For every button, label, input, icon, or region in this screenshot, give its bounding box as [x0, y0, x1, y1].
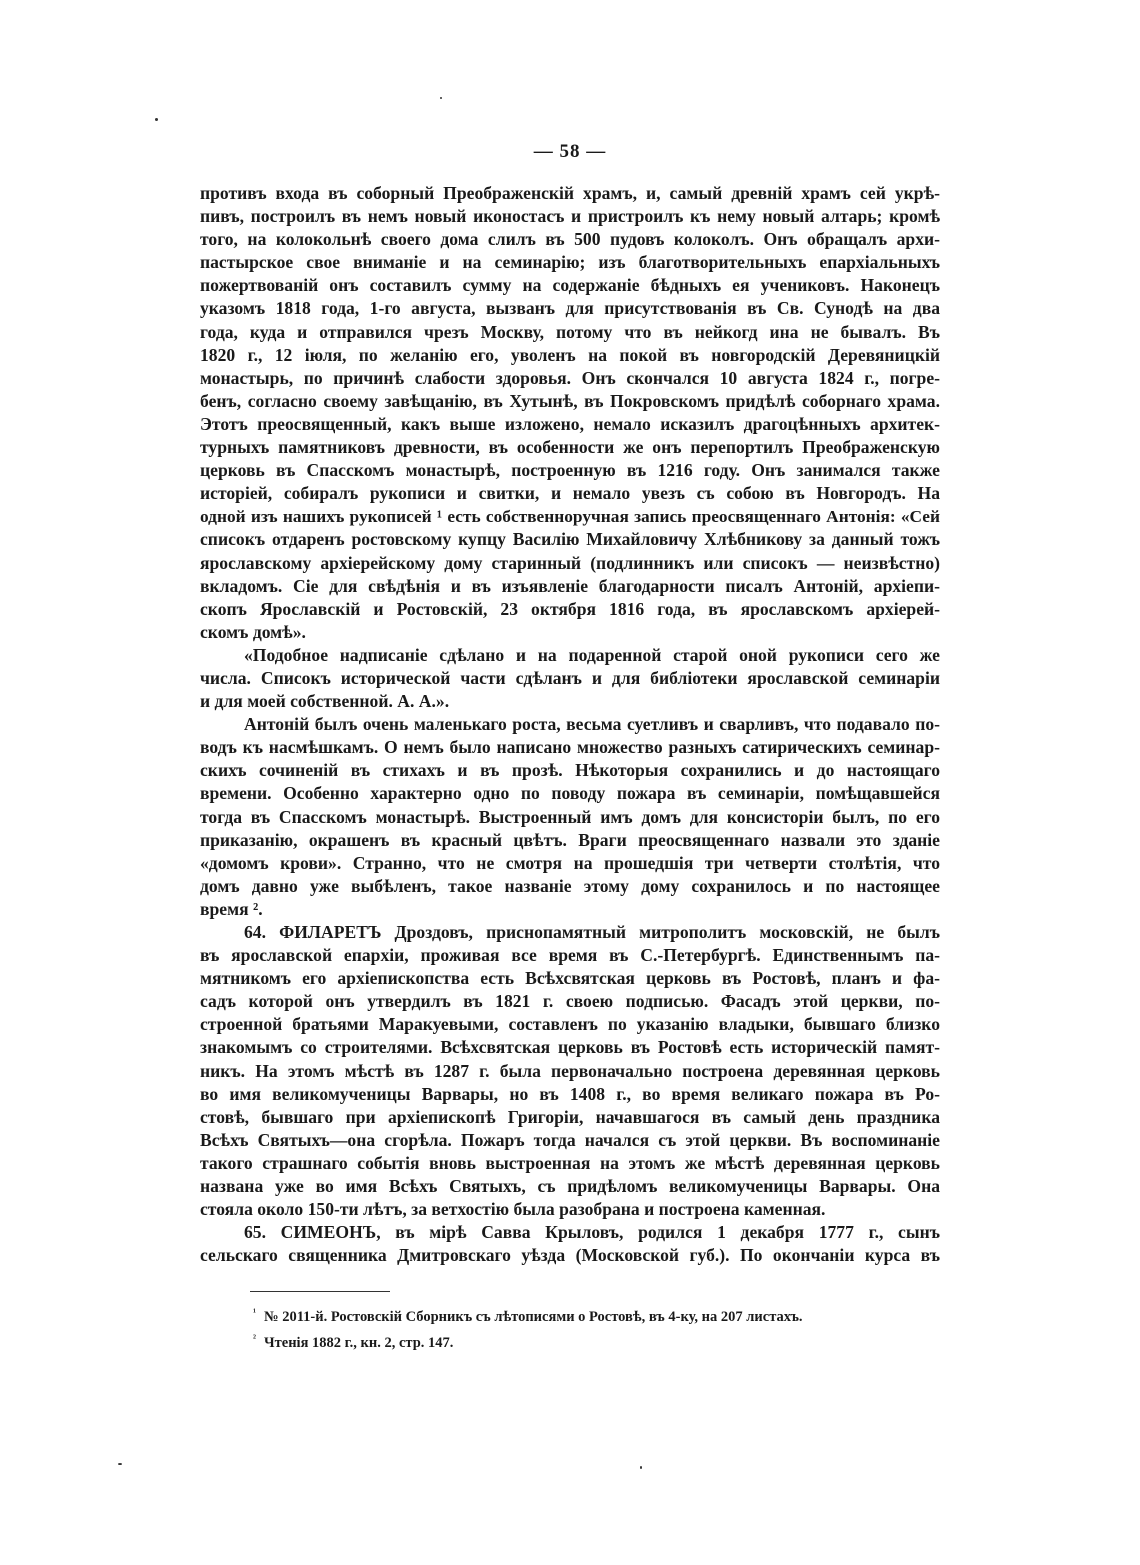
text-line: въ ярославской епархіи, проживая все время въ С.-Петербургѣ. Единственнымъ па- [200, 945, 940, 966]
text-line: турныхъ памятниковъ древности, въ особенности же онъ перепортилъ Преображенскую [200, 437, 940, 458]
text-line: числа. Списокъ исторической части сдѣланъ и для библіотеки ярославской семинаріи [200, 667, 940, 688]
text-line: скопъ Ярославскій и Ростовскій, 23 октября 1816 года, въ ярославскомъ архіерей- [200, 598, 940, 619]
text-line: Всѣхъ Святыхъ—она сгорѣла. Пожаръ тогда начался съ этой церкви. Въ воспоминаніе [200, 1129, 940, 1150]
text-line: пожертвованій онъ составилъ сумму на содержаніе бѣдныхъ ея учениковъ. Наконецъ [200, 275, 940, 296]
text-line: 1820 г., 12 іюля, по желанію его, уволенъ на покой въ новгородскій Деревяницкій [200, 344, 940, 365]
text-line: строенной братьями Маракуевыми, составленъ по указанію владыки, бывшаго близко [200, 1014, 940, 1035]
text-line: пастырское свое вниманіе и на семинарію; изъ благотворительныхъ епархіальныхъ [200, 252, 940, 273]
text-line: «Подобное надписаніе сдѣлано и на подаренной старой оной рукописи сего же [244, 644, 940, 665]
text-line: названа уже во имя Всѣхъ Святыхъ, съ придѣломъ великомученицы Варвары. Она [200, 1176, 940, 1197]
footnote-mark: ² [253, 1332, 256, 1344]
text-line: такого страшнаго событія вновь выстроенная на этомъ же мѣстѣ деревянная церковь [200, 1152, 940, 1173]
text-line: пивъ, построилъ въ немъ новый иконостасъ и пристроилъ къ нему новый алтарь; кромѣ [200, 206, 940, 227]
text-line: церковь въ Спасскомъ монастырѣ, построенную въ 1216 году. Онъ занимался также [200, 460, 940, 481]
text-line: скихъ сочиненій въ стихахъ и въ прозѣ. Нѣкоторыя сохранились и до настоящаго [200, 760, 940, 781]
text-line: противъ входа въ соборный Преображенскій храмъ, и, самый древній храмъ сей укрѣ- [200, 183, 940, 203]
paragraph-4 [200, 921, 940, 1221]
scan-speck [155, 118, 158, 121]
scan-speck [440, 97, 442, 99]
text-line: приказанію, окрашенъ въ красный цвѣтъ. Враги преосвященнаго назвали это зданіе [200, 829, 940, 850]
text-line: Этотъ преосвященный, какъ выше изложено, немало исказилъ драгоцѣнныхъ архитек- [200, 413, 940, 434]
footnotes [253, 1302, 933, 1354]
page-number: — 58 — [533, 141, 607, 162]
text-line: домъ давно уже выбѣленъ, такое названіе этому дому сохранилось и по настоящее [200, 875, 940, 896]
text-line: стояла около 150-ти лѣтъ, за ветхостію была разобрана и построена каменная. [200, 1199, 826, 1220]
text-line: года, куда и отправился чрезъ Москву, потому что въ нейкогд ина не бывалъ. Въ [200, 321, 940, 342]
scan-speck [640, 1466, 642, 1469]
text-line: времени. Особенно характерно одно по поводу пожара въ семинаріи, помѣщавшейся [200, 783, 940, 804]
footnote-text: № 2011-й. Ростовскій Сборникъ съ лѣтописями о Ростовѣ, въ 4-ку, на 207 листахъ. [264, 1308, 803, 1325]
text-line: одной изъ нашихъ рукописей ¹ есть собственноручная запись преосвященнаго Антонія: «Сей [200, 507, 940, 527]
text-line: исторіей, собиралъ рукописи и свитки, и немало увезъ съ собою въ Новгородъ. На [200, 483, 940, 504]
text-line: Антоній былъ очень маленькаго роста, весьма суетливъ и сварливъ, что подавало по- [244, 714, 940, 735]
text-line: стовѣ, бывшаго при архіепископѣ Григоріи, начавшагося въ самый день праздника [200, 1106, 940, 1127]
text-line: 64. ФИЛАРЕТЪ Дроздовъ, приснопамятный митрополитъ московскій, не былъ [244, 922, 940, 942]
text-line: тогда въ Спасскомъ монастырѣ. Выстроенный имъ домъ для консисторіи былъ, по его [200, 806, 940, 827]
text-line: во имя великомученицы Варвары, но въ 1408 г., во время великаго пожара въ Ро- [200, 1083, 940, 1104]
paragraph-3 [200, 713, 940, 921]
text-line: никъ. На этомъ мѣстѣ въ 1287 г. была первоначально построена деревянная церковь [200, 1060, 940, 1081]
text-line: списокъ отдаренъ ростовскому купцу Василію Михайловичу Хлѣбникову за данный тожъ [200, 529, 940, 550]
text-line: знакомымъ со строителями. Всѣхсвятская церковь въ Ростовѣ есть историческій памят- [200, 1037, 940, 1058]
text-line: «домомъ крови». Странно, что не смотря на прошедшія три четверти столѣтія, что [200, 852, 940, 873]
body-text [200, 182, 940, 1267]
footnote-text: Чтенія 1882 г., кн. 2, стр. 147. [264, 1334, 454, 1351]
text-line: мятникомъ его архіепископства есть Всѣхсвятская церковь въ Ростовѣ, планъ и фа- [200, 968, 940, 989]
text-line: того, на колокольнѣ своего дома слилъ въ 500 пудовъ колоколъ. Онъ обращалъ архи- [200, 229, 940, 250]
paragraph-1 [200, 182, 940, 644]
text-line: и для моей собственной. А. А.». [200, 691, 450, 712]
text-line: время ². [200, 898, 263, 919]
text-line: вкладомъ. Сіе для свѣдѣнія и въ изъявленіе благодарности писалъ Антоній, архіепи- [200, 575, 940, 596]
text-line: скомъ домѣ». [200, 621, 306, 642]
text-line: бенъ, согласно своему завѣщанію, въ Хутынѣ, въ Покровскомъ придѣлѣ соборнаго храма. [200, 390, 940, 411]
paragraph-2 [200, 644, 940, 713]
text-line: ярославскому архіерейскому дому старинный (подлинникъ или списокъ — неизвѣстно) [200, 552, 940, 573]
text-line: указомъ 1818 года, 1-го августа, вызванъ для присутствованія въ Св. Сунодѣ на два [200, 298, 940, 319]
text-line: монастырь, по причинѣ слабости здоровья. Онъ скончался 10 августа 1824 г., погре- [200, 367, 940, 388]
text-line: водъ къ насмѣшкамъ. О немъ было написано множество разныхъ сатирическихъ семинар- [200, 737, 940, 758]
footnote-1 [253, 1302, 933, 1328]
paragraph-5 [200, 1221, 940, 1267]
footnote-mark: ¹ [253, 1307, 256, 1318]
footnote-2 [253, 1328, 933, 1354]
text-line: сельскаго священника Дмитровскаго уѣзда (Московской губ.). По окончаніи курса въ [200, 1245, 940, 1266]
scan-speck [118, 1463, 122, 1465]
text-line: садъ которой онъ утвердилъ въ 1821 г. своею подписью. Фасадъ этой церкви, по- [200, 991, 940, 1012]
text-line: 65. СИМЕОНЪ, въ мірѣ Савва Крыловъ, родился 1 декабря 1777 г., сынъ [244, 1222, 940, 1243]
footnote-divider [250, 1291, 390, 1292]
